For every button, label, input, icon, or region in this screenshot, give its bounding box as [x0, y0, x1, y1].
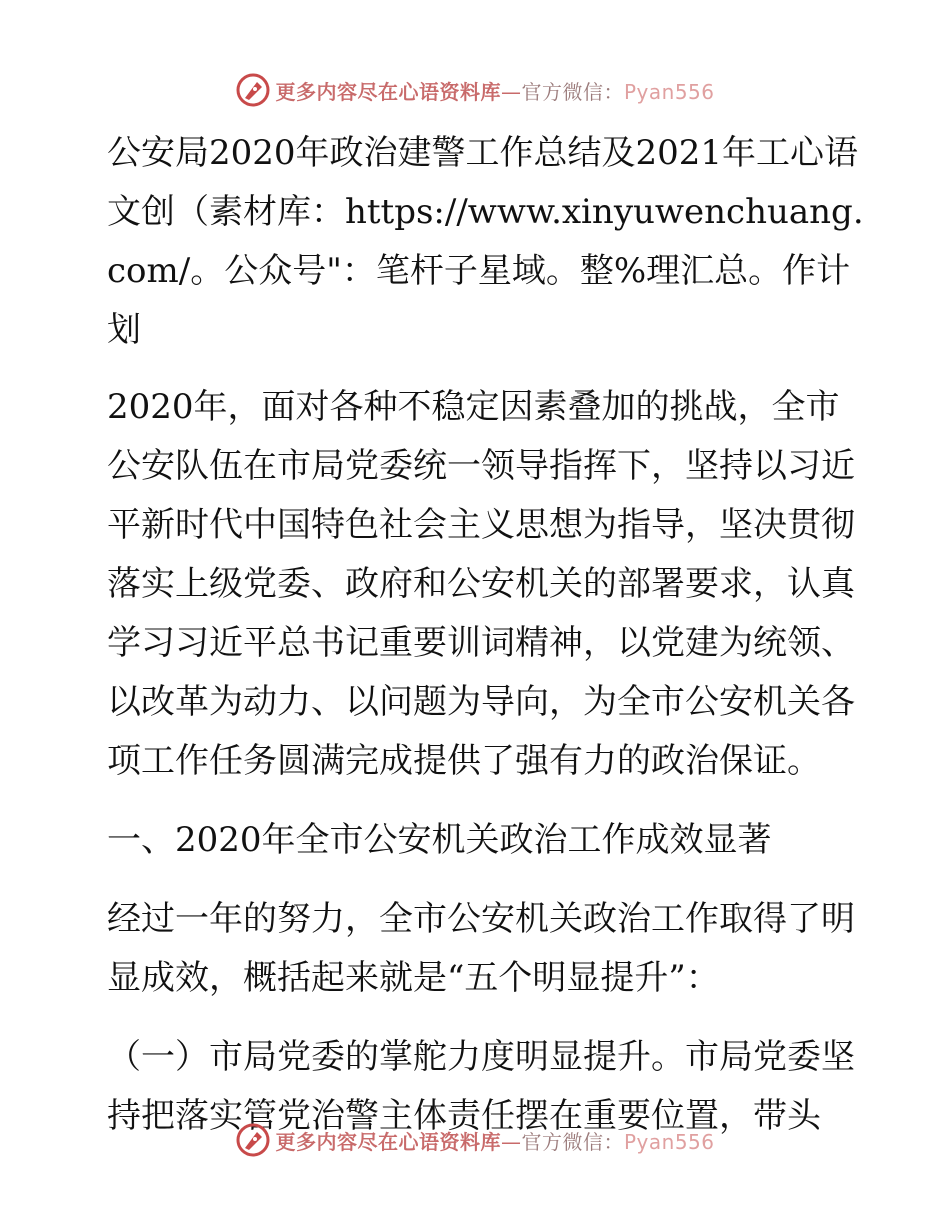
watermark-site: 更多内容尽在心语资料库 — [275, 79, 501, 104]
watermark-banner-bottom — [0, 1118, 950, 1162]
watermark-banner-top — [0, 68, 950, 112]
watermark-wechat-id: Pyan556 — [623, 79, 715, 104]
pen-nib-logo-icon — [235, 72, 271, 108]
paragraph-summary: 经过一年的努力，全市公安机关政治工作取得了明显成效，概括起来就是“五个明显提升”： — [107, 899, 855, 998]
document-title: 公安局2020年政治建警工作总结及2021年工心语文创（素材库：https://www.xinyuwenchuang.com/。公众号"：笔杆子星域。整%理汇总。作计划 — [107, 133, 864, 350]
paragraph-point-1: （一）市局党委的掌舵力度明显提升。市局党委坚持把落实管党治警主体责任摆在重要位置，带头 — [107, 1037, 855, 1136]
section-heading-1: 一、2020年全市公安机关政治工作成效显著 — [107, 820, 772, 860]
watermark-wechat-label: 官方微信： — [521, 1129, 624, 1154]
watermark-separator: — — [500, 1129, 522, 1154]
document-body — [97, 124, 867, 1166]
paragraph-intro: 2020年，面对各种不稳定因素叠加的挑战，全市公安队伍在市局党委统一领导指挥下，坚持以习近平新时代中国特色社会主义思想为指导，坚决贯彻落实上级党委、政府和公安机关的部署要求，认真学习习近平总书记重要训词精神，以党建为统领、以改革为动力、以问题为导向，为全市公安机关各项工作任务圆满完成提供了强有力的政治保证。 — [107, 387, 855, 781]
watermark-text — [275, 76, 714, 105]
watermark-site: 更多内容尽在心语资料库 — [275, 1129, 501, 1154]
watermark-wechat-id: Pyan556 — [623, 1129, 715, 1154]
watermark-text — [275, 1126, 714, 1155]
watermark-wechat-label: 官方微信： — [521, 79, 624, 104]
watermark-separator: — — [500, 79, 522, 104]
pen-nib-logo-icon — [235, 1122, 271, 1158]
